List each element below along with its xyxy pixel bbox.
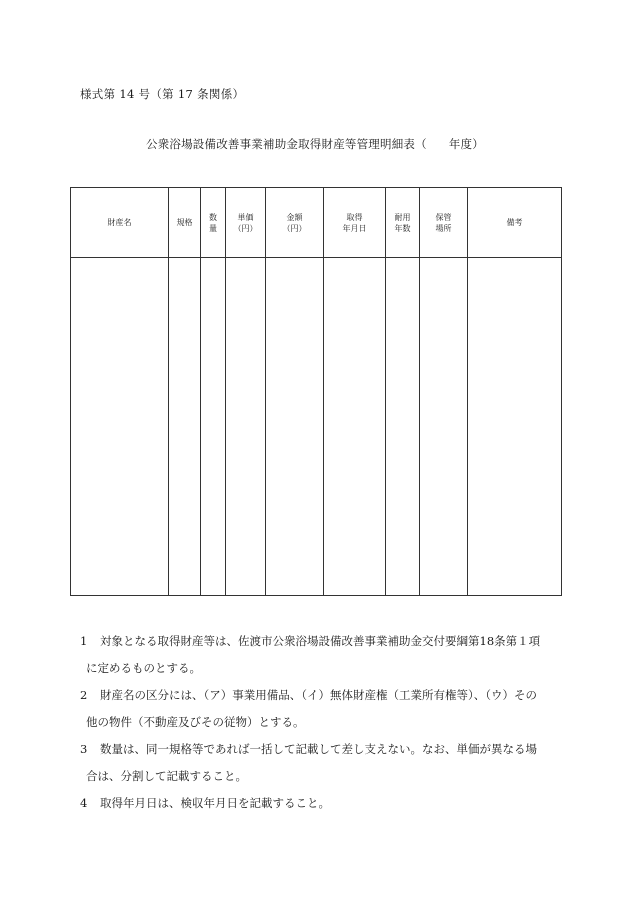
- cell-amount[interactable]: [266, 258, 324, 596]
- header-acquisition-date: 取得 年月日: [324, 188, 386, 258]
- header-quantity: 数 量: [201, 188, 226, 258]
- header-storage-location: 保管 場所: [420, 188, 468, 258]
- header-amount: 金額 （円）: [266, 188, 324, 258]
- note-text: 財産名の区分には、（ア）事業用備品、（イ）無体財産権（工業所有権等）、（ウ）その: [100, 688, 537, 702]
- note-number: 4: [80, 796, 88, 810]
- note-text: 数量は、同一規格等であれば一括して記載して差し支えない。なお、単価が異なる場: [100, 742, 537, 756]
- table-header-row: [71, 188, 562, 258]
- title-year-suffix: 年度）: [448, 137, 484, 151]
- note-text-continued: 合は、分割して記載すること。: [86, 769, 247, 783]
- note-text-continued: に定めるものとする。: [86, 661, 201, 675]
- cell-acquisition-date[interactable]: [324, 258, 386, 596]
- cell-useful-life[interactable]: [386, 258, 420, 596]
- note-number: 1: [80, 634, 88, 648]
- cell-specification[interactable]: [169, 258, 201, 596]
- note-item: [80, 628, 570, 682]
- header-unit-price: 単価 （円）: [226, 188, 266, 258]
- header-useful-life: 耐用 年数: [386, 188, 420, 258]
- note-number: 2: [80, 688, 88, 702]
- header-remarks: 備考: [468, 188, 562, 258]
- cell-quantity[interactable]: [201, 258, 226, 596]
- note-text: 対象となる取得財産等は、佐渡市公衆浴場設備改善事業補助金交付要綱第18条第１項: [100, 634, 541, 648]
- cell-storage-location[interactable]: [420, 258, 468, 596]
- note-item: [80, 736, 570, 790]
- note-item: [80, 682, 570, 736]
- header-specification: 規格: [169, 188, 201, 258]
- note-text-continued: 他の物件（不動産及びその従物）とする。: [86, 715, 305, 729]
- header-property-name: 財産名: [71, 188, 169, 258]
- note-text: 取得年月日は、検収年月日を記載すること。: [100, 796, 330, 810]
- property-ledger-table: [70, 187, 562, 596]
- table-row: [71, 258, 562, 596]
- page-title: [146, 136, 484, 152]
- note-number: 3: [80, 742, 88, 756]
- form-number: 様式第 14 号（第 17 条関係）: [80, 87, 245, 101]
- notes-list: [80, 628, 570, 817]
- note-item: [80, 790, 570, 817]
- cell-unit-price[interactable]: [226, 258, 266, 596]
- title-main: 公衆浴場設備改善事業補助金取得財産等管理明細表（: [146, 137, 427, 151]
- cell-property-name[interactable]: [71, 258, 169, 596]
- cell-remarks[interactable]: [468, 258, 562, 596]
